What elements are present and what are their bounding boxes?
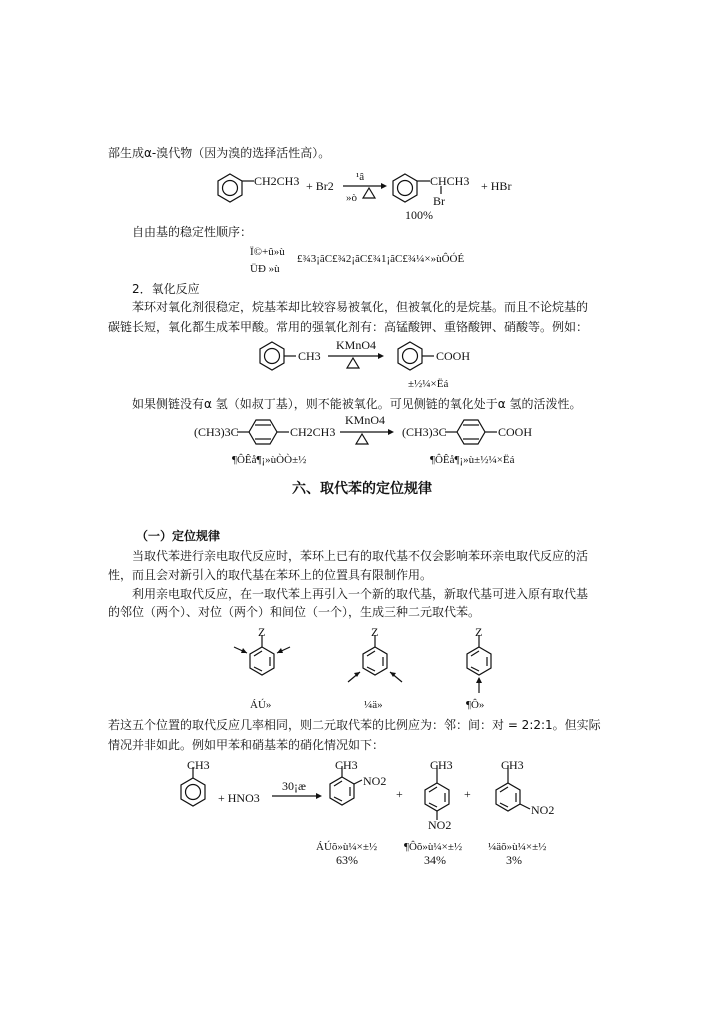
- rxn4-para-label: ¶Ôõ»ù¼×±½: [404, 841, 463, 853]
- rxn4-para-methyl: CH3: [430, 758, 453, 772]
- para-oxidation-line2: 碳链长短，氧化都生成苯甲酸。常用的强氧化剂有：高锰酸钾、重铬酸钾、硝酸等。例如：: [108, 320, 589, 334]
- rxn4-ortho-label: ÁÚõ»ù¼×±½: [316, 841, 378, 853]
- rxn3-reagent: KMnO4: [345, 413, 386, 427]
- para-ratio-line2: 情况并非如此。例如甲苯和硝基苯的硝化情况如下：: [108, 738, 385, 752]
- meta-label: ¼ä»: [364, 699, 383, 711]
- section6-title: 六、取代苯的定位规律: [292, 481, 432, 497]
- rxn4-meta-yield: 3%: [506, 853, 522, 867]
- rxn4-meta-nitro: NO2: [531, 803, 555, 817]
- rxn2-reactant-group: CH3: [298, 349, 321, 363]
- para-nitrotoluene-ring: [425, 765, 449, 820]
- rxn4-plus-hno3: + HNO3: [218, 791, 260, 805]
- rxn1-product-group: CHCH3: [430, 174, 470, 188]
- para-definition-line1: 当取代苯进行亲电取代反应时，苯环上已有的取代基不仅会影响苯环亲电取代反应的活: [132, 549, 589, 563]
- rxn4-para-yield: 34%: [424, 853, 446, 867]
- intro-line: 部生成α-溴代物（因为溴的选择活性高）。: [108, 146, 331, 160]
- para-usage-line2: 的邻位（两个）、对位（两个）和间位（一个），生成三种二元取代苯。: [108, 605, 481, 619]
- ortho-label: ÁÚ»: [250, 699, 272, 711]
- rxn4-plus-1: +: [396, 787, 403, 801]
- rxn1-plus-hbr: + HBr: [481, 179, 512, 193]
- rxn2-reagent: KMnO4: [336, 338, 377, 352]
- rxn4-meta-label: ¼äõ»ù¼×±½: [488, 841, 547, 853]
- rxn4-condition: 30¡æ: [282, 779, 306, 793]
- radical-garbled-1: Ï©+û»ù: [250, 246, 285, 258]
- para-label: ¶Ô»: [466, 699, 485, 711]
- rxn1-arrow-bottom: »ò: [346, 192, 357, 204]
- ortho-substituent: Z: [258, 625, 266, 639]
- rxn4-para-nitro: NO2: [428, 818, 452, 832]
- section2-heading: 2．氧化反应: [132, 282, 200, 296]
- rxn4-ortho-nitro: NO2: [363, 774, 387, 788]
- rxn4-plus-2: +: [464, 787, 471, 801]
- rxn2-product-label: ±½¼×Ëá: [408, 378, 449, 390]
- rxn1-plus-br2: + Br2: [306, 179, 334, 193]
- para-side-chain: 如果侧链没有α 氢（如叔丁基），则不能被氧化。可见侧链的氧化处于α 氢的活泼性。: [132, 397, 582, 411]
- rxn3-product-label: ¶ÔÊå¶¡»ù±½¼×Ëá: [430, 454, 515, 466]
- rxn3-reactant-label: ¶ÔÊå¶¡»ùÒÒ±½: [232, 454, 307, 466]
- para-definition-line2: 性，而且会对新引入的取代基在苯环上的位置具有限制作用。: [108, 568, 433, 582]
- rxn1-reactant-group: CH2CH3: [254, 174, 300, 188]
- para-ratio-line1: 若这五个位置的取代反应几率相同，则二元取代苯的比例应为：邻：间：对 = 2:2:1。但实际: [108, 718, 601, 732]
- rxn4-meta-methyl: CH3: [501, 758, 524, 772]
- para-substituent: Z: [475, 625, 483, 639]
- rxn1-arrow-top: ¹â: [356, 171, 365, 183]
- rxn3-product-right: COOH: [498, 425, 533, 439]
- rxn4-reactant-methyl: CH3: [187, 758, 210, 772]
- para-oxidation-line1: 苯环对氧化剂很稳定，烷基苯却比较容易被氧化，但被氧化的是烷基。而且不论烷基的: [132, 300, 589, 314]
- meta-substituent: Z: [371, 625, 379, 639]
- rxn3-left-group: (CH3)3C: [194, 425, 239, 439]
- para-usage-line1: 利用亲电取代反应，在一取代苯上再引入一个新的取代基，新取代基可进入原有取代基: [132, 587, 589, 601]
- rxn1-yield: 100%: [405, 208, 433, 222]
- rxn4-ortho-methyl: CH3: [335, 758, 358, 772]
- rxn1-product-sub: Br: [433, 194, 445, 208]
- radical-order: £¾3¡ãC£¾2¡ãC£¾1¡ãC£¾¼×»ùÔÓÉ: [297, 253, 465, 265]
- rxn3-product-left: (CH3)3C: [402, 425, 447, 439]
- subsection1-title: （一）定位规律: [136, 529, 221, 543]
- radical-garbled-2: ÜÐ »ù: [250, 263, 280, 275]
- rxn4-ortho-yield: 63%: [336, 853, 358, 867]
- rxn3-right-group: CH2CH3: [290, 425, 336, 439]
- radical-label: 自由基的稳定性顺序：: [132, 225, 253, 239]
- rxn2-product-group: COOH: [436, 349, 471, 363]
